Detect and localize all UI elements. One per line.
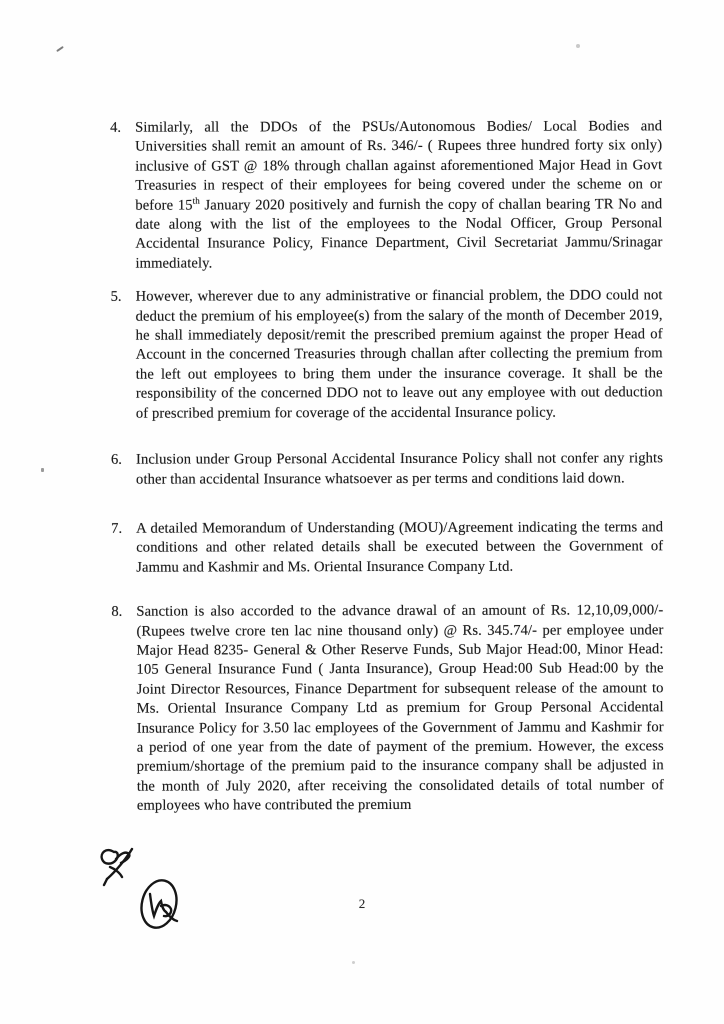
- item-text: [135, 117, 662, 274]
- scan-speck: [576, 44, 580, 48]
- scan-speck: [41, 468, 44, 472]
- item-text-segment: Similarly, all the DDOs of the PSUs/Autonomous Bodies/ Local Bodies and Universities shall remit an amount of Rs. 346/- ( Rupees three hundred forty six only) inclusive of GST @ 18% through challan against aforementioned Major Head in Govt Treasuries in respect of their employees for being covered under the scheme on or before 15: [135, 118, 663, 214]
- item-text: However, wherever due to any administrative or financial problem, the DDO could not deduct the premium of his employee(s) from the salary of the month of December 2019, he shall immediately deposit/remit the prescribed premium against the proper Head of Account in the concerned Treasuries through challan after collecting the premium from the left out employees to bring them under the insurance coverage. It shall be the responsibility of the concerned DDO not to leave out any employee with out deduction of prescribed premium for coverage of the accidental Insurance policy.: [135, 287, 663, 422]
- ordinal-superscript: th: [192, 195, 200, 206]
- scan-speck: [352, 961, 355, 964]
- item-number: 6.: [110, 451, 122, 468]
- item-text: Inclusion under Group Personal Accidental Insurance Policy shall not confer any rights other than accidental Insurance whatsoever as per terms and conditions laid down.: [135, 450, 663, 488]
- item-number: 4.: [110, 119, 122, 136]
- scan-speck: [56, 46, 64, 52]
- item-number: 7.: [111, 520, 123, 537]
- item-text: A detailed Memorandum of Understanding (MOU)/Agreement indicating the terms and conditions and other related details shall be executed between the Government of Jammu and Kashmir and Ms. Oriental Insurance Company Ltd.: [136, 519, 664, 576]
- item-text-segment: January 2020 positively and furnish the copy of challan bearing TR No and date along with the list of the employees to the Nodal Officer, Group Personal Accidental Insurance Policy, Finance Department, Civil Secretariat Jammu/Srinagar immediately.: [135, 195, 663, 272]
- list-item: [111, 287, 663, 424]
- list-item: [111, 449, 663, 489]
- list-item: [111, 518, 663, 578]
- page-number: 2: [358, 896, 366, 911]
- document-body: [110, 117, 664, 816]
- item-text: Sanction is also accorded to the advance drawal of an amount of Rs. 12,10,09,000/- (Rupees twelve crore ten lac nine thousand only) @ Rs. 345.74/- per employee under Major Head 8235- General & Other Reserve Funds, Sub Major Head:00, Minor Head: 105 General Insurance Fund ( Janta Insurance), Group Head:00 Sub Head:00 by the Joint Director Resources, Finance Department for subsequent release of the amount to Ms. Oriental Insurance Company Ltd as premium for Group Personal Accidental Insurance Policy for 3.50 lac employees of the Government of Jammu and Kashmir for a period of one year from the date of payment of the premium. However, the excess premium/shortage of the premium paid to the insurance company shall be adjusted in the month of July 2020, after receiving the consolidated details of total number of employees who have contributed the premium: [136, 602, 664, 814]
- item-number: 5.: [110, 288, 122, 305]
- item-number: 8.: [111, 603, 123, 620]
- list-item: [110, 117, 662, 274]
- list-item: [111, 601, 664, 816]
